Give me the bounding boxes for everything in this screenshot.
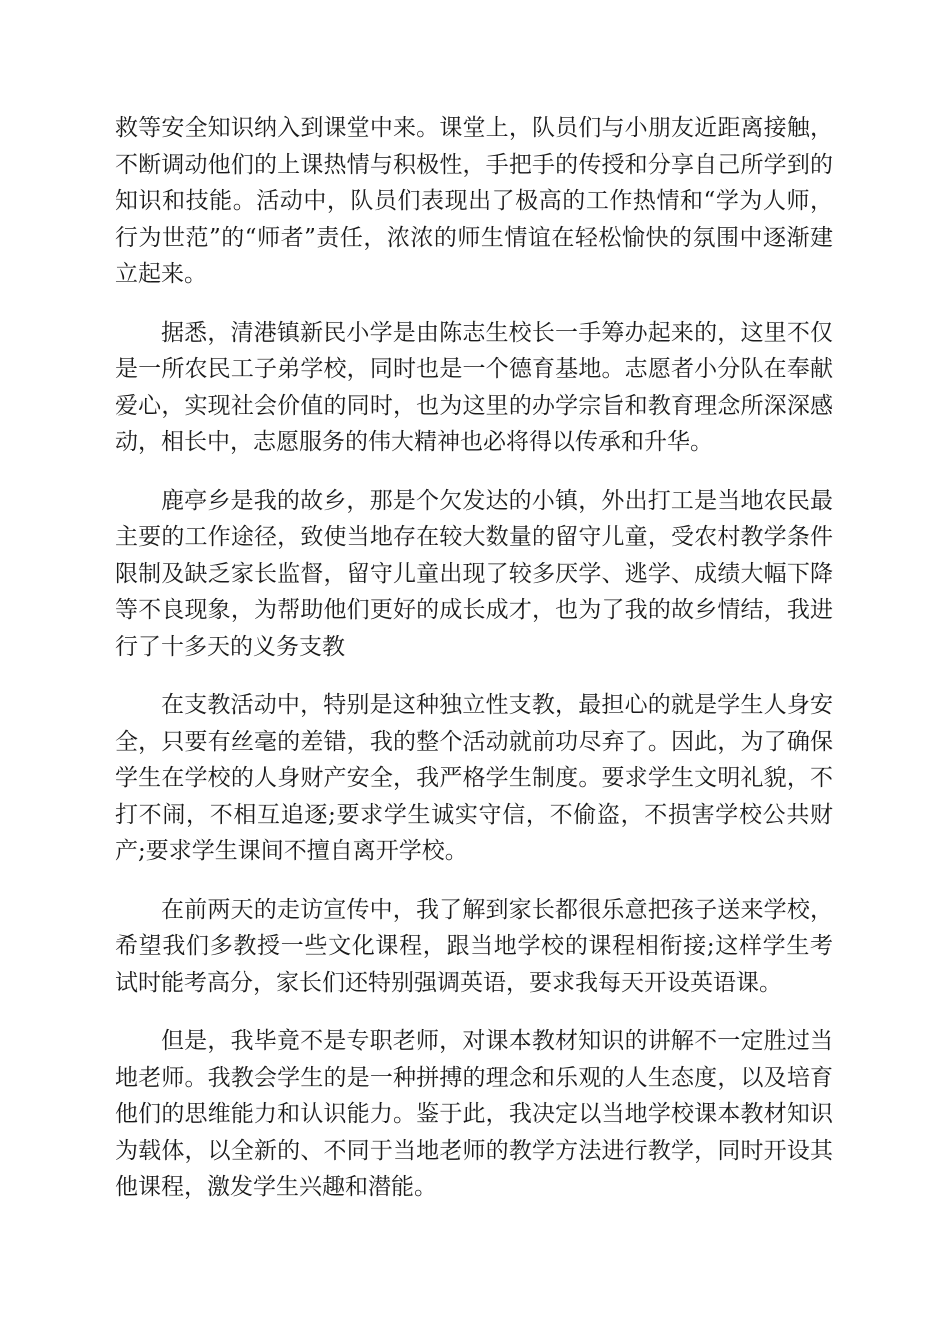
paragraph-5: 在前两天的走访宣传中，我了解到家长都很乐意把孩子送来学校，希望我们多教授一些文化课程，跟当地学校的课程相衔接;这样学生考试时能考高分，家长们还特别强调英语，要求我每天开设英语课。 (115, 896, 833, 996)
paragraph-6: 但是，我毕竟不是专职老师，对课本教材知识的讲解不一定胜过当地老师。我教会学生的是一种拼搏的理念和乐观的人生态度，以及培育他们的思维能力和认识能力。鉴于此，我决定以当地学校课本教材知识为载体，以全新的、不同于当地老师的教学方法进行教学，同时开设其他课程，激发学生兴趣和潜能。 (115, 1028, 833, 1200)
paragraph-4: 在支教活动中，特别是这种独立性支教，最担心的就是学生人身安全，只要有丝毫的差错，我的整个活动就前功尽弃了。因此，为了确保学生在学校的人身财产安全，我严格学生制度。要求学生文明礼貌，不打不闹，不相互追逐;要求学生诚实守信，不偷盗，不损害学校公共财产;要求学生课间不擅自离开学校。 (115, 692, 833, 864)
paragraph-1: 救等安全知识纳入到课堂中来。课堂上，队员们与小朋友近距离接触，不断调动他们的上课热情与积极性，手把手的传授和分享自己所学到的知识和技能。活动中，队员们表现出了极高的工作热情和“学为人师，行为世范”的“师者”责任，浓浓的师生情谊在轻松愉快的氛围中逐渐建立起来。 (115, 115, 833, 287)
paragraph-2: 据悉，清港镇新民小学是由陈志生校长一手筹办起来的，这里不仅是一所农民工子弟学校，同时也是一个德育基地。志愿者小分队在奉献爱心，实现社会价值的同时，也为这里的办学宗旨和教育理念所深深感动，相长中，志愿服务的伟大精神也必将得以传承和升华。 (115, 319, 833, 455)
paragraph-3: 鹿亭乡是我的故乡，那是个欠发达的小镇，外出打工是当地农民最主要的工作途径，致使当地存在较大数量的留守儿童，受农村教学条件限制及缺乏家长监督，留守儿童出现了较多厌学、逃学、成绩大幅下降等不良现象，为帮助他们更好的成长成才，也为了我的故乡情结，我进行了十多天的义务支教 (115, 487, 833, 660)
document-body (115, 110, 833, 1228)
